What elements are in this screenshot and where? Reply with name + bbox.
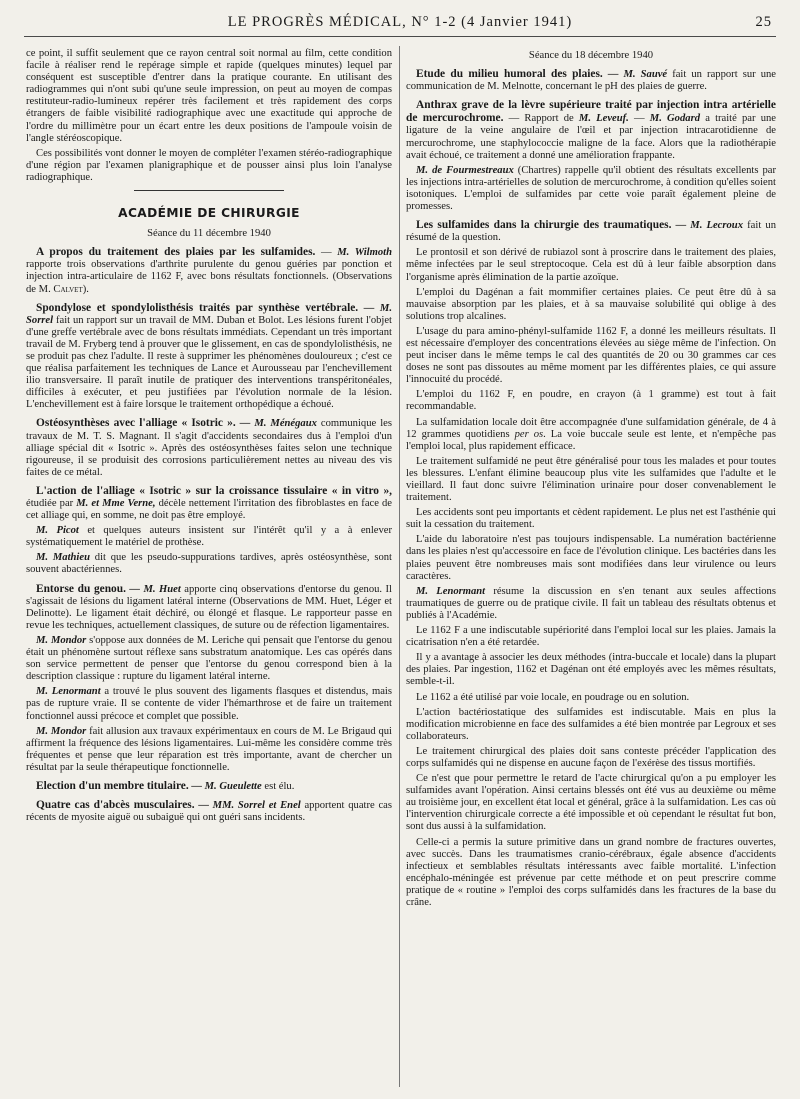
discussion-paragraph: M. Mathieu dit que les pseudo-suppurations tardives, après ostéosynthèse, sont souvent abactériennes. [26,552,392,576]
article-title: Spondylose et spondylolisthésis traités par synthèse vertébrale. [36,301,359,314]
body-paragraph: L'usage du para amino-phényl-sulfamide 1162 F, a donné les meilleurs résultats. Il est nécessaire d'employer des concentrations élevées au siège même de l'infection. On peut inciser dans le même temps le cal des quantités de 20 ou 30 grammes car ces doses ne sont pas dissoutes au même moment par les différentes plaies, ce qui assure l'innocuité du procédé. [406,325,776,386]
article-title: Anthrax grave de la lèvre supérieure traité par injection intra artérielle de mercurochrome. [406,99,776,125]
running-header [24,14,776,38]
author-name: — MM. Sorrel et Enel [198,800,301,812]
article-title: Quatre cas d'abcès musculaires. [36,799,195,812]
body-paragraph: Le 1162 a été utilisé par voie locale, en poudrage ou en solution. [416,691,690,703]
author-name: M. Wilmoth [337,247,392,259]
discussion-paragraph: M. Mondor fait allusion aux travaux expérimentaux en cours de M. Le Brigaud qui affirment la fréquence des lésions ligamentaires. Lui-même les considère comme très fréquentes et pense que leur réparation est très importante, avant de chercher un résultat par la seule thérapeutique fonctionnelle. [26,725,392,773]
discussion-paragraph: M. Lenormant a trouvé le plus souvent des ligaments flasques et distendus, mais pas de rupture vraie. Il se contente de vider l'hémarthrose et de faire un traitement fonctionnel aussi précoce et complet que possible. [26,686,392,722]
column-divider [399,46,400,1087]
article-spondylose: Spondylose et spondylolisthésis traités par synthèse vertébrale. — M. Sorrel fait un rapport sur un travail de MM. Duban et Bolot. Les lésions furent l'objet d'une greffe vertébrale avec de bons résultats immédiats. Cependant un très important travail de M. Fryberg tend à prouver que le glissement, en cas de spondylolisthésis, ne se produit pas chez l'adulte. Il reste à supprimer les phénomènes douloureux ; c'est ce que réalisa parfaitement les techniques de Lance et Aurousseau par l'enchevillement ilio transversaire. Il paraît inutile de pratiquer des interventions transpéritonéales, difficiles à exécuter, et peu justifiées par l'évolution normale de la lésion. L'enchevillement est à faire lorsque le traitement orthopédique a échoué. [26,301,392,411]
discussion-paragraph: M. Picot et quelques auteurs insistent sur l'intérêt qu'il y a à enlever systématiquement le matériel de prothèse. [26,525,392,549]
article-entorse-genou: Entorse du genou. — M. Huet apporte cinq observations d'entorse du genou. Il s'agissait de lésions du ligament latéral interne (Observations de MM. Huet, Léger et Delinotte). Le ligament était déchiré, ou élongé et flasque. Le rapporteur passe en revue les techniques, actuellement classiques, de suture ou de réfection ligamentaires. [26,582,392,631]
author-name: M. Mondor [36,725,87,737]
article-anthrax: Anthrax grave de la lèvre supérieure traité par injection intra artérielle de mercurochrome. — Rapport de M. Leveuf. — M. Godard a traité par une ligature de la veine angulaire de l'œil et par injection intracarotidienne de mercurochrome, une staphylococcie maligne de la face. Alors que la radiothérapie avait échoué, ce traitement a donné une amélioration frappante. [406,99,776,161]
article-title: Etude du milieu humoral des plaies. [416,68,603,81]
body-paragraph: L'action bactériostatique des sulfamides est indiscutable. Mais en plus la modification microbienne en face des sulfamides a été bien montrée par Legroux et ses collaborateurs. [406,706,776,742]
author-name: M. Mondor [36,634,87,646]
body-paragraph: Il y a avantage à associer les deux méthodes (intra-buccale et locale) dans la plupart des plaies. Par ingestion, 1162 et Dagénan ont été employés avec les mêmes résultats, semble-t-il. [406,652,776,688]
session-date: Séance du 11 décembre 1940 [147,228,271,240]
author-name: M. et Mme Verne, [76,498,156,509]
section-heading: ACADÉMIE DE CHIRURGIE [118,206,300,221]
body-paragraph: Les accidents sont peu importants et cèdent rapidement. Le plus net est l'asthénie qui suit la cessation du traitement. [406,507,776,531]
author-name: — M. Sorrel [26,302,392,326]
author-name: — M. Gueulette [191,780,262,792]
running-title: LE PROGRÈS MÉDICAL, N° 1-2 (4 Janvier 1941) [227,14,573,30]
author-name: — M. Ménégaux [239,418,317,430]
article-title: Ostéosynthèses avec l'alliage « Isotric ». [36,417,236,430]
article-sulfamides-chirurgie: Les sulfamides dans la chirurgie des traumatiques. — M. Lecroux fait un résumé de la question. [406,219,776,244]
article-title: Entorse du genou. [36,582,126,595]
body-paragraph: L'emploi du Dagénan a fait mommifier certaines plaies. Ce peut être dû à sa mauvaise absorption par les plaies, et à sa mauvaise solubilité qui oblige à des solutions trop alcalines. [406,286,776,322]
article-election: Election d'un membre titulaire. — M. Gueulette est élu. [36,779,295,792]
author-name: M. Lenormant [36,686,101,698]
discussion-paragraph: M. de Fourmestreaux (Chartres) rappelle qu'il obtient des résultats excellents par les injections intra-artérielles de solution de mercurochrome, à condition qu'elles soient isotoniques. L'emploi de sulfamides par cette voie paraît également pleine de promesses. [406,164,776,213]
discussion-paragraph: M. Lenormant résume la discussion en s'en tenant aux seules affections traumatiques de guerre ou de pratique civile. Il fait un tableau des résultats obtenus et publiés à l'Académie. [406,585,776,621]
article-sulfamides-plaies: A propos du traitement des plaies par les sulfamides. — M. Wilmoth rapporte trois observations d'arthrite purulente du genou guéries par ponction et injection intra-articulaire de 1162 F, avec bons résultats fonctionnels. (Observations de M. Calvet). [26,246,392,295]
article-title: A propos du traitement des plaies par les sulfamides. [36,246,316,259]
page-number: 25 [755,14,772,30]
author-name: M. Picot [36,525,79,537]
section-rule [134,190,284,191]
header-rule [24,36,776,37]
article-alliage-isotric: L'action de l'alliage « Isotric » sur la croissance tissulaire « in vitro », étudiée par M. et Mme Verne, décèle nettement l'irritation des fibroblastes en face de cet alliage qui, en somme, ne doit pas être employé. [26,484,392,522]
article-osteosyntheses: Ostéosynthèses avec l'alliage « Isotric ». — M. Ménégaux communique les travaux de M. T. S. Magnant. Il s'agit d'accidents secondaires dus à l'emploi d'un alliage spécial dit « Isotric ». Après des ostéosynthèses faites selon une technique rigoureuse, il se produisit des corrosions particulièrement nettes au niveau des vis faites de ce métal. [26,417,392,478]
author-name: M. Lenormant [416,585,486,597]
author-name: M. Godard [649,113,700,125]
author-name: — M. Sauvé [607,69,668,81]
intro-paragraph: ce point, il suffit seulement que ce rayon central soit normal au film, cette condition facile à réaliser rend le repérage simple et rapide (quelques minutes) lequel par conséquent est susceptible d'entrer dans la pratique courante. En utilisant des radiogrammes qui n'ont subi qu'une seule impression, on peut au moyen de compas restituteur-radio-lumineux repérer très facilement et très rapidement des corps étrangers de faible visibilité radiographique avec une exactitude qui approche de l'ordre du millimètre pour un écart entre les deux positions de l'ampoule voisin de l'angle stéréoscopique. [26,48,392,144]
article-abces-musculaires: Quatre cas d'abcès musculaires. — MM. Sorrel et Enel apportent quatre cas récents de myosite aiguë ou subaiguë qui ont guéri sans incidents. [26,799,392,824]
author-name: M. Leveuf. [578,113,629,125]
body-paragraph: Le traitement sulfamidé ne peut être généralisé pour tous les malades et pour toutes les blessures. L'enfant élimine beaucoup plus vite les sulfamides que l'adulte et le vieillard. Il faut donc suivre l'élimination urinaire pour doser convenablement le traitement. [406,455,776,504]
session-date: Séance du 18 décembre 1940 [528,50,654,61]
discussion-paragraph: M. Mondor s'oppose aux données de M. Leriche qui pensait que l'entorse du genou était un phénomène surtout réflexe sans substratum anatomique. Les cas opérés dans son service permettent de penser que l'entorse du genou correspond bien à la description classique : rupture du ligament latéral interne. [26,634,392,683]
body-paragraph: Le traitement chirurgical des plaies doit sans conteste précéder l'application des corps sulfamidés qui ne dispense en aucune façon de l'exérèse des tissus mortifiés. [406,745,776,769]
author-name: M. Mathieu [36,552,90,564]
body-paragraph: Le prontosil et son dérivé de rubiazol sont à proscrire dans le traitement des plaies, même infectées par le seul streptocoque. Cela est dû à leur faible absorption dans l'organisme après élimination de la partie azoïque. [406,247,776,283]
body-paragraph: Le 1162 F a une indiscutable supériorité dans l'emploi local sur les plaies. Jamais la cicatrisation n'en a été retardée. [406,625,776,649]
author-name: M. de Fourmestreaux [416,164,514,176]
body-paragraph: La sulfamidation locale doit être accompagnée d'une sulfamidation générale, de 4 à 12 grammes quotidiens per os. La voie buccale seule est lente, et n'empêche pas l'emploi local, plus rapidement efficace. [406,416,776,452]
article-title: Election d'un membre titulaire. [36,779,189,792]
author-name: — M. Huet [129,583,181,595]
author-name: Calvet [53,283,83,295]
intro-paragraph-2: Ces possibilités vont donner le moyen de compléter l'examen stéréo-radiographique d'une région par l'examen planigraphique et de pousser ainsi plus loin l'analyse radiographique. [26,147,392,183]
body-paragraph: L'emploi du 1162 F, en poudre, en crayon (à 1 gramme) est tout à fait recommandable. [406,389,776,413]
left-column [26,48,392,1091]
right-column [406,48,776,1091]
article-title: Les sulfamides dans la chirurgie des traumatiques. [416,219,672,232]
body-paragraph: L'aide du laboratoire n'est pas toujours indispensable. La numération bactérienne dans les plaies n'est qu'accessoire en face de l'évolution clinique. Les bactéries dans les plaies peuvent être nombreuses mais sont modifiées dans leur virulence ou leurs caractères. [406,534,776,582]
author-name: — M. Lecroux [675,220,743,232]
body-paragraph: Ce n'est que pour permettre le retard de l'acte chirurgical qu'on a pu employer les sulfamides avant l'opération. Ainsi certains blessés ont été vus au deuxième ou même au troisième jour, en excellent état local et général, grâce à la sulfamidation. Les cas où l'intervention chirurgicale correcte a été impossible et où cependant le résultat fut bon, sont dus aussi à la sulfamidation. [406,773,776,833]
article-milieu-humoral: Etude du milieu humoral des plaies. — M. Sauvé fait un rapport sur une communication de M. Melnotte, concernant le pH des plaies de guerre. [406,68,776,93]
body-paragraph: Celle-ci a permis la suture primitive dans un grand nombre de fractures ouvertes, avec succès. Dans les traumatismes cranio-cérébraux, égale absence d'accidents infectieux et semblables résultats intéressants avec faible mortalité. L'infection encéphalo-méningée est prévenue par cette méthode et on peut prescrire comme pratique de « routine » l'emploi des corps sulfamidés dans les fractures de la base du crâne. [406,836,776,908]
article-title: L'action de l'alliage « Isotric » sur la croissance tissulaire « in vitro », [36,484,392,497]
